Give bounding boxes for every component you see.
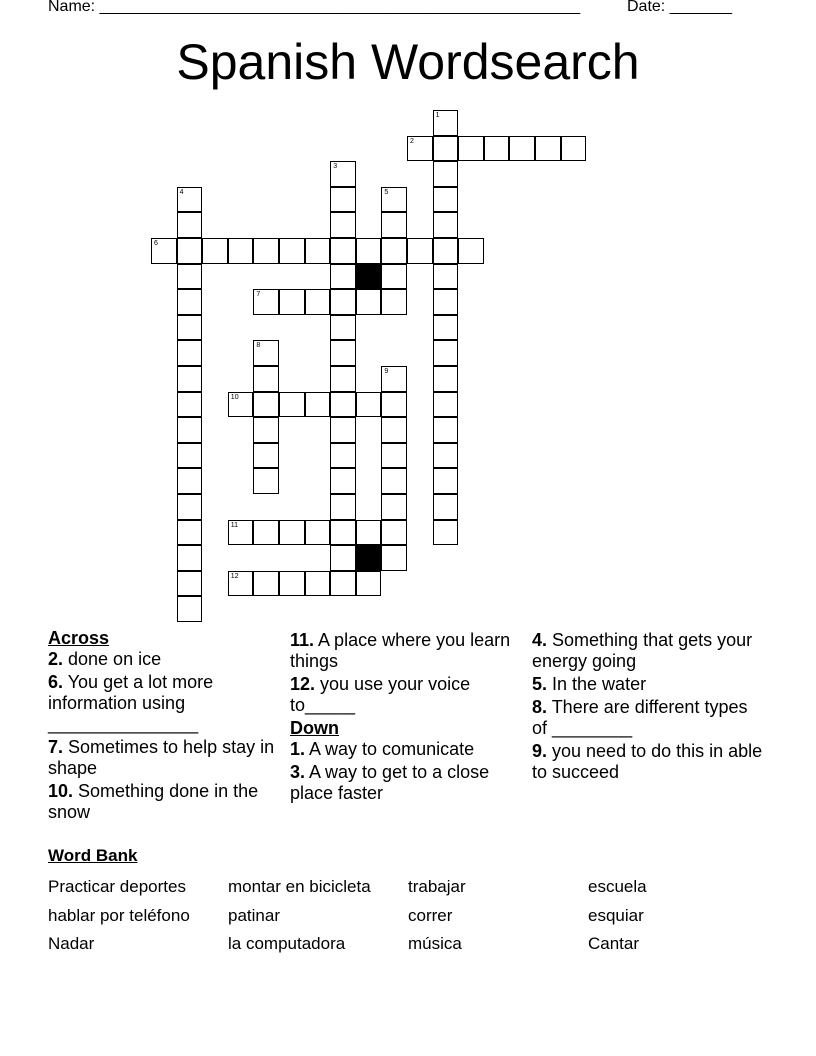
crossword-cell[interactable] <box>177 392 203 418</box>
crossword-cell[interactable] <box>253 366 279 392</box>
crossword-cell[interactable] <box>330 366 356 392</box>
down-heading: Down <box>290 718 339 738</box>
crossword-cell[interactable] <box>253 468 279 494</box>
crossword-cell[interactable] <box>228 392 254 418</box>
clue-text: You get a lot more information using _______________ <box>48 672 214 734</box>
crossword-cell[interactable] <box>330 264 356 290</box>
word-bank-word: esquiar <box>588 905 644 925</box>
clue-text: you need to do this in able to succeed <box>532 741 763 782</box>
crossword-cell[interactable] <box>253 340 279 366</box>
crossword-cell[interactable] <box>381 187 407 213</box>
crossword-cell[interactable] <box>381 212 407 238</box>
clue-number-label: 12 <box>230 572 239 580</box>
crossword-cell[interactable] <box>177 443 203 469</box>
clue-number: 12. <box>290 674 316 694</box>
crossword-cell[interactable] <box>356 392 382 418</box>
clue-across-10 <box>48 781 283 823</box>
clues-column-1 <box>48 628 283 825</box>
crossword-cell[interactable] <box>330 545 356 571</box>
word-bank-word: escuela <box>588 877 647 896</box>
clue-number: 5. <box>532 674 548 694</box>
clues-column-2 <box>290 628 525 806</box>
clue-down-3 <box>290 762 525 804</box>
crossword-cell[interactable] <box>177 520 203 546</box>
crossword-cell[interactable] <box>305 289 331 315</box>
crossword-cell[interactable] <box>202 238 228 264</box>
clue-across-11 <box>290 630 525 672</box>
crossword-cell[interactable] <box>177 340 203 366</box>
word-bank-column-1 <box>48 873 190 959</box>
crossword-cell[interactable] <box>433 187 459 213</box>
crossword-cell[interactable] <box>330 494 356 520</box>
clue-number-label: 6 <box>154 240 158 247</box>
crossword-cell[interactable] <box>433 417 459 443</box>
across-heading: Across <box>48 628 110 648</box>
word-bank-title: Word Bank <box>48 846 138 865</box>
crossword-cell[interactable] <box>433 212 459 238</box>
crossword-cell[interactable] <box>305 392 331 418</box>
crossword-cell[interactable] <box>381 366 407 392</box>
crossword-cell[interactable] <box>561 136 587 162</box>
clue-number: 2. <box>48 649 64 669</box>
word-bank-word: Practicar deportes <box>48 877 186 896</box>
crossword-cell[interactable] <box>279 571 305 597</box>
crossword-cell[interactable] <box>433 238 459 264</box>
crossword-cell[interactable] <box>305 571 331 597</box>
crossword-cell[interactable] <box>330 187 356 213</box>
crossword-cell[interactable] <box>228 520 254 546</box>
crossword-cell[interactable] <box>407 238 433 264</box>
crossword-cell[interactable] <box>433 443 459 469</box>
crossword-cell[interactable] <box>177 366 203 392</box>
crossword-cell[interactable] <box>330 289 356 315</box>
crossword-cell[interactable] <box>279 238 305 264</box>
clue-across-7 <box>48 737 283 779</box>
clue-text: Sometimes to help stay in shape <box>48 737 275 778</box>
clue-across-2 <box>48 649 283 670</box>
clue-text: Something done in the snow <box>48 781 259 822</box>
crossword-cell[interactable] <box>433 136 459 162</box>
crossword-cell[interactable] <box>253 238 279 264</box>
crossword-cell[interactable] <box>381 545 407 571</box>
crossword-cell[interactable] <box>330 212 356 238</box>
clue-number: 3. <box>290 762 306 782</box>
crossword-cell[interactable] <box>330 315 356 341</box>
crossword-cell[interactable] <box>177 417 203 443</box>
clue-text: A way to comunicate <box>305 739 475 759</box>
clue-down-9 <box>532 741 767 783</box>
crossword-cell[interactable] <box>381 264 407 290</box>
crossword-cell[interactable] <box>253 443 279 469</box>
clue-number: 7. <box>48 737 64 757</box>
crossword-cell[interactable] <box>458 136 484 162</box>
word-bank-word: montar en bicicleta <box>228 877 371 896</box>
crossword-cell[interactable] <box>381 238 407 264</box>
crossword-cell[interactable] <box>330 571 356 597</box>
clue-across-6 <box>48 672 283 735</box>
clue-text: A way to get to a close place faster <box>290 762 490 803</box>
clue-number-label: 11 <box>230 521 239 529</box>
crossword-cell[interactable] <box>279 392 305 418</box>
crossword-cell[interactable] <box>330 468 356 494</box>
clue-down-8 <box>532 697 767 739</box>
crossword-cell[interactable] <box>279 520 305 546</box>
crossword-cell[interactable] <box>509 136 535 162</box>
clue-number-label: 1 <box>435 112 440 119</box>
crossword-cell[interactable] <box>330 161 356 187</box>
crossword-cell[interactable] <box>177 596 203 622</box>
crossword-cell[interactable] <box>433 366 459 392</box>
clue-number-label: 2 <box>410 137 414 145</box>
clue-number-label: 8 <box>256 342 261 350</box>
crossword-cell[interactable] <box>433 392 459 418</box>
crossword-cell[interactable] <box>484 136 510 162</box>
crossword-cell[interactable] <box>330 417 356 443</box>
clue-number: 4. <box>532 630 548 650</box>
crossword-cell[interactable] <box>253 392 279 418</box>
word-bank-word: patinar <box>228 905 280 925</box>
clue-text: you use your voice to_____ <box>290 674 471 715</box>
crossword-block <box>356 545 382 571</box>
clue-number-label: 9 <box>384 368 389 375</box>
crossword-cell[interactable] <box>228 238 254 264</box>
clue-number: 10. <box>48 781 74 801</box>
crossword-cell[interactable] <box>381 443 407 469</box>
word-bank-word: Nadar <box>48 934 95 953</box>
crossword-cell[interactable] <box>177 212 203 238</box>
clue-down-5 <box>532 674 767 695</box>
word-bank-word: música <box>408 934 462 953</box>
clue-text: Something that gets your energy going <box>532 630 753 671</box>
clue-number-label: 3 <box>333 163 338 171</box>
crossword-cell[interactable] <box>330 443 356 469</box>
crossword-cell[interactable] <box>177 494 203 520</box>
crossword-cell[interactable] <box>433 264 459 290</box>
crossword-cell[interactable] <box>356 238 382 264</box>
crossword-cell[interactable] <box>279 289 305 315</box>
crossword-cell[interactable] <box>177 545 203 571</box>
clue-text: done on ice <box>63 649 162 669</box>
clue-number-label: 5 <box>384 188 389 196</box>
crossword-cell[interactable] <box>330 238 356 264</box>
crossword-cell[interactable] <box>458 238 484 264</box>
crossword-cell[interactable] <box>535 136 561 162</box>
word-bank-word: correr <box>408 905 453 925</box>
crossword-cell[interactable] <box>381 289 407 315</box>
crossword-cell[interactable] <box>381 417 407 443</box>
clue-across-12 <box>290 674 525 716</box>
word-bank-column-2 <box>228 873 371 959</box>
crossword-cell[interactable] <box>381 392 407 418</box>
word-bank-word: Cantar <box>588 934 640 953</box>
word-bank-word: hablar por teléfono <box>48 905 190 925</box>
crossword-cell[interactable] <box>305 238 331 264</box>
clues-column-3 <box>532 628 767 785</box>
crossword-cell[interactable] <box>356 289 382 315</box>
word-bank-column-3 <box>408 873 466 959</box>
crossword-cell[interactable] <box>381 494 407 520</box>
crossword-cell[interactable] <box>433 520 459 546</box>
clue-down-4 <box>532 630 767 672</box>
crossword-cell[interactable] <box>433 468 459 494</box>
crossword-cell[interactable] <box>330 520 356 546</box>
clue-number: 6. <box>48 672 64 692</box>
clue-down-1 <box>290 739 525 760</box>
crossword-cell[interactable] <box>177 571 203 597</box>
word-bank-word: la computadora <box>228 934 346 953</box>
crossword-cell[interactable] <box>356 520 382 546</box>
clue-number: 8. <box>532 697 548 717</box>
crossword-cell[interactable] <box>330 392 356 418</box>
crossword-cell[interactable] <box>228 571 254 597</box>
word-bank-word: trabajar <box>408 877 466 896</box>
name-field-label: Name: ______________________________________________________ <box>48 0 581 15</box>
clue-text: There are different types of ________ <box>532 697 748 738</box>
crossword-cell[interactable] <box>433 161 459 187</box>
crossword-cell[interactable] <box>177 187 203 213</box>
clue-text: In the water <box>547 674 647 694</box>
clue-number: 9. <box>532 741 548 761</box>
crossword-cell[interactable] <box>330 340 356 366</box>
clue-number-label: 7 <box>256 291 261 299</box>
crossword-cell[interactable] <box>433 315 459 341</box>
word-bank-column-4 <box>588 873 647 959</box>
date-field-label: Date: _______ <box>627 0 732 15</box>
crossword-cell[interactable] <box>253 571 279 597</box>
crossword-cell[interactable] <box>177 264 203 290</box>
clue-number: 11. <box>290 630 315 650</box>
crossword-cell[interactable] <box>177 289 203 315</box>
crossword-cell[interactable] <box>305 520 331 546</box>
clue-number: 1. <box>290 739 306 759</box>
crossword-cell[interactable] <box>433 340 459 366</box>
crossword-cell[interactable] <box>253 520 279 546</box>
crossword-cell[interactable] <box>151 238 177 264</box>
crossword-cell[interactable] <box>356 571 382 597</box>
crossword-cell[interactable] <box>381 520 407 546</box>
crossword-cell[interactable] <box>177 315 203 341</box>
clue-number-label: 10 <box>230 393 239 401</box>
crossword-cell[interactable] <box>177 238 203 264</box>
crossword-cell[interactable] <box>253 289 279 315</box>
crossword-cell[interactable] <box>407 136 433 162</box>
crossword-cell[interactable] <box>177 468 203 494</box>
crossword-cell[interactable] <box>433 110 459 136</box>
crossword-cell[interactable] <box>433 289 459 315</box>
clue-number-label: 4 <box>179 188 184 196</box>
clue-text: A place where you learn things <box>290 630 511 671</box>
crossword-cell[interactable] <box>253 417 279 443</box>
crossword-block <box>356 264 382 290</box>
crossword-cell[interactable] <box>381 468 407 494</box>
page-title: Spanish Wordsearch <box>176 34 640 90</box>
crossword-cell[interactable] <box>433 494 459 520</box>
